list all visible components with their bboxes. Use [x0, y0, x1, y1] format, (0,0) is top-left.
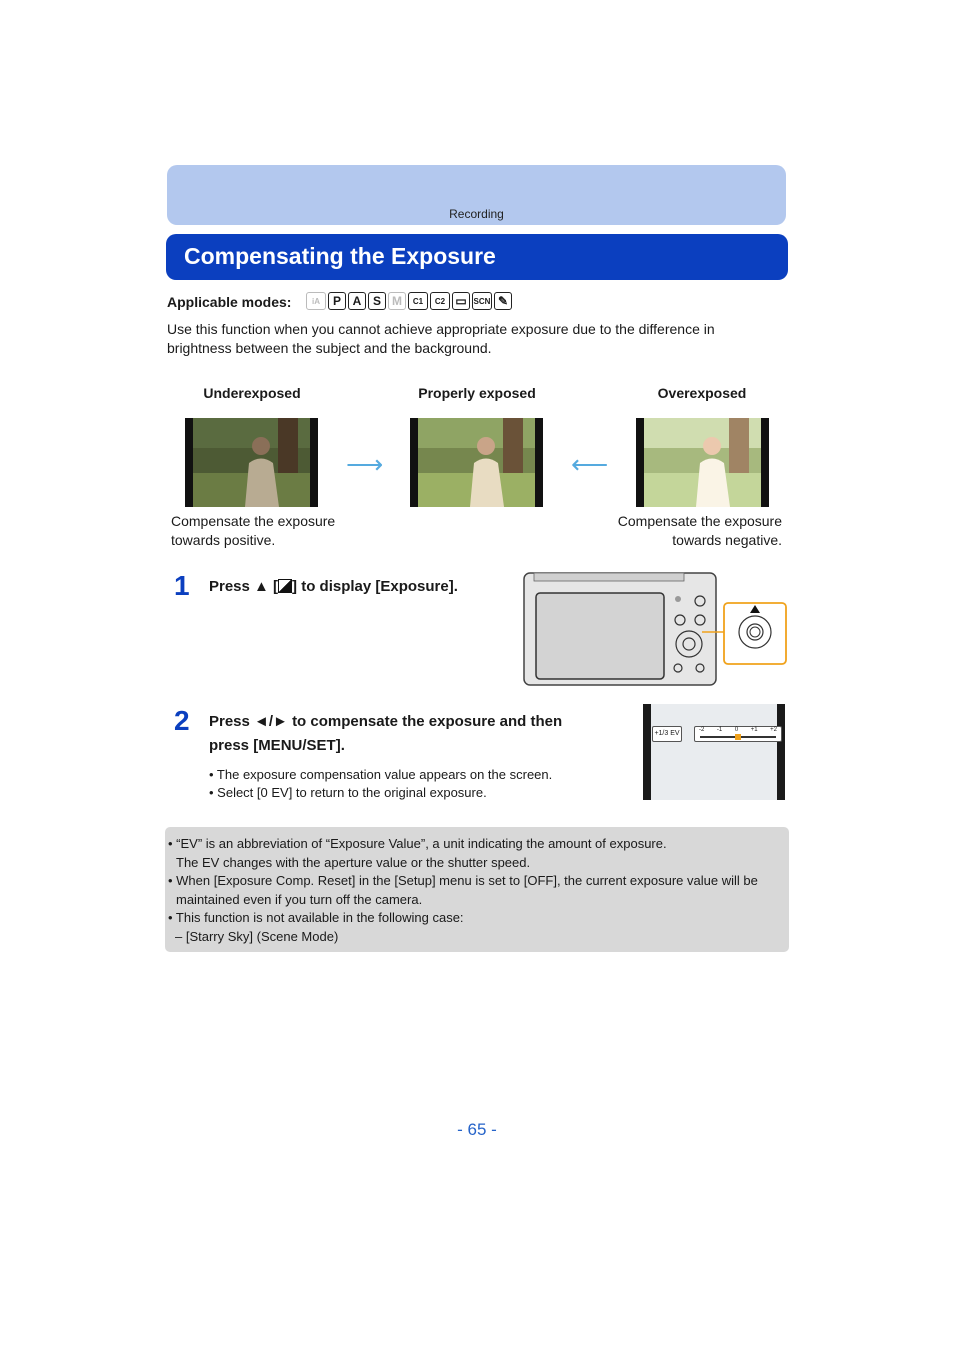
scale-tick: +2 [770, 727, 777, 733]
step-2-line2: press [MENU/SET]. [209, 737, 345, 754]
panorama-icon: ▭ [452, 292, 470, 310]
step-2-line1: Press ◄/► to compensate the exposure and then [209, 713, 563, 730]
properly-exposed-label: Properly exposed [418, 385, 536, 401]
scale-tick: 0 [734, 727, 739, 733]
overexposed-photo [636, 418, 769, 507]
section-label: Recording [449, 207, 504, 221]
ev-scale [694, 726, 782, 742]
note-item: • This function is not available in the following case: [168, 910, 464, 925]
step-1-number: 1 [174, 570, 190, 601]
notes-list [168, 835, 784, 946]
mode-icons [306, 292, 512, 310]
properly-exposed-photo [410, 418, 543, 507]
over-caption-line2: towards negative. [672, 532, 782, 548]
bullet-item: • The exposure compensation value appears on the screen. [209, 767, 553, 782]
over-caption-line1: Compensate the exposure [617, 513, 782, 529]
underexposed-label: Underexposed [203, 385, 301, 401]
over-caption [582, 512, 782, 550]
mode-p-icon: P [328, 292, 346, 310]
under-caption-line2: towards positive. [171, 532, 276, 548]
mode-s-icon: S [368, 292, 386, 310]
page-title: Compensating the Exposure [184, 243, 496, 269]
camera-back-illustration [522, 571, 790, 689]
ev-marker [735, 734, 741, 740]
note-item: The EV changes with the aperture value or the shutter speed. [176, 854, 531, 870]
lcd-screen-illustration [643, 704, 785, 800]
under-caption-line1: Compensate the exposure [171, 513, 336, 529]
scale-tick: +1 [750, 727, 758, 733]
bullet-item: • Select [0 EV] to return to the original exposure. [209, 785, 487, 800]
arrow-right-icon: ⟶ [346, 449, 384, 479]
ev-value-readout: +1/3 EV [652, 726, 682, 742]
scale-tick: -2 [699, 727, 705, 733]
note-item: – [Starry Sky] (Scene Mode) [175, 928, 339, 944]
intelligent-auto-icon: iA [306, 292, 326, 310]
step-1-prefix: Press ▲ [ [209, 578, 279, 595]
mode-c1-icon: C1 [408, 292, 428, 310]
step-1-suffix: ] to display [Exposure]. [292, 578, 458, 595]
underexposed-photo [185, 418, 318, 507]
step-2-bullets [209, 766, 552, 802]
step-2-text [209, 710, 562, 758]
creative-control-icon: ✎ [494, 292, 512, 310]
arrow-left-icon: ⟵ [571, 449, 609, 479]
mode-m-icon: M [388, 292, 406, 310]
exposure-icon [278, 579, 292, 593]
under-caption [171, 512, 335, 550]
applicable-modes-label: Applicable modes: [167, 294, 292, 310]
mode-c2-icon: C2 [430, 292, 450, 310]
page-number: - 65 - [457, 1120, 497, 1139]
overexposed-label: Overexposed [657, 385, 747, 401]
scale-tick: -1 [716, 727, 723, 733]
note-item: • When [Exposure Comp. Reset] in the [Setup] menu is set to [OFF], the current exposure value will be maintained even if you turn off the camera. [168, 873, 758, 907]
intro-text: Use this function when you cannot achieve appropriate exposure due to the difference in brightness between the subject and the background. [167, 321, 715, 356]
mode-a-icon: A [348, 292, 366, 310]
step-1-text [209, 575, 458, 599]
scene-icon: SCN [472, 292, 492, 310]
note-item: • “EV” is an abbreviation of “Exposure Value”, a unit indicating the amount of exposure. [168, 836, 667, 851]
step-2-number: 2 [174, 705, 190, 736]
